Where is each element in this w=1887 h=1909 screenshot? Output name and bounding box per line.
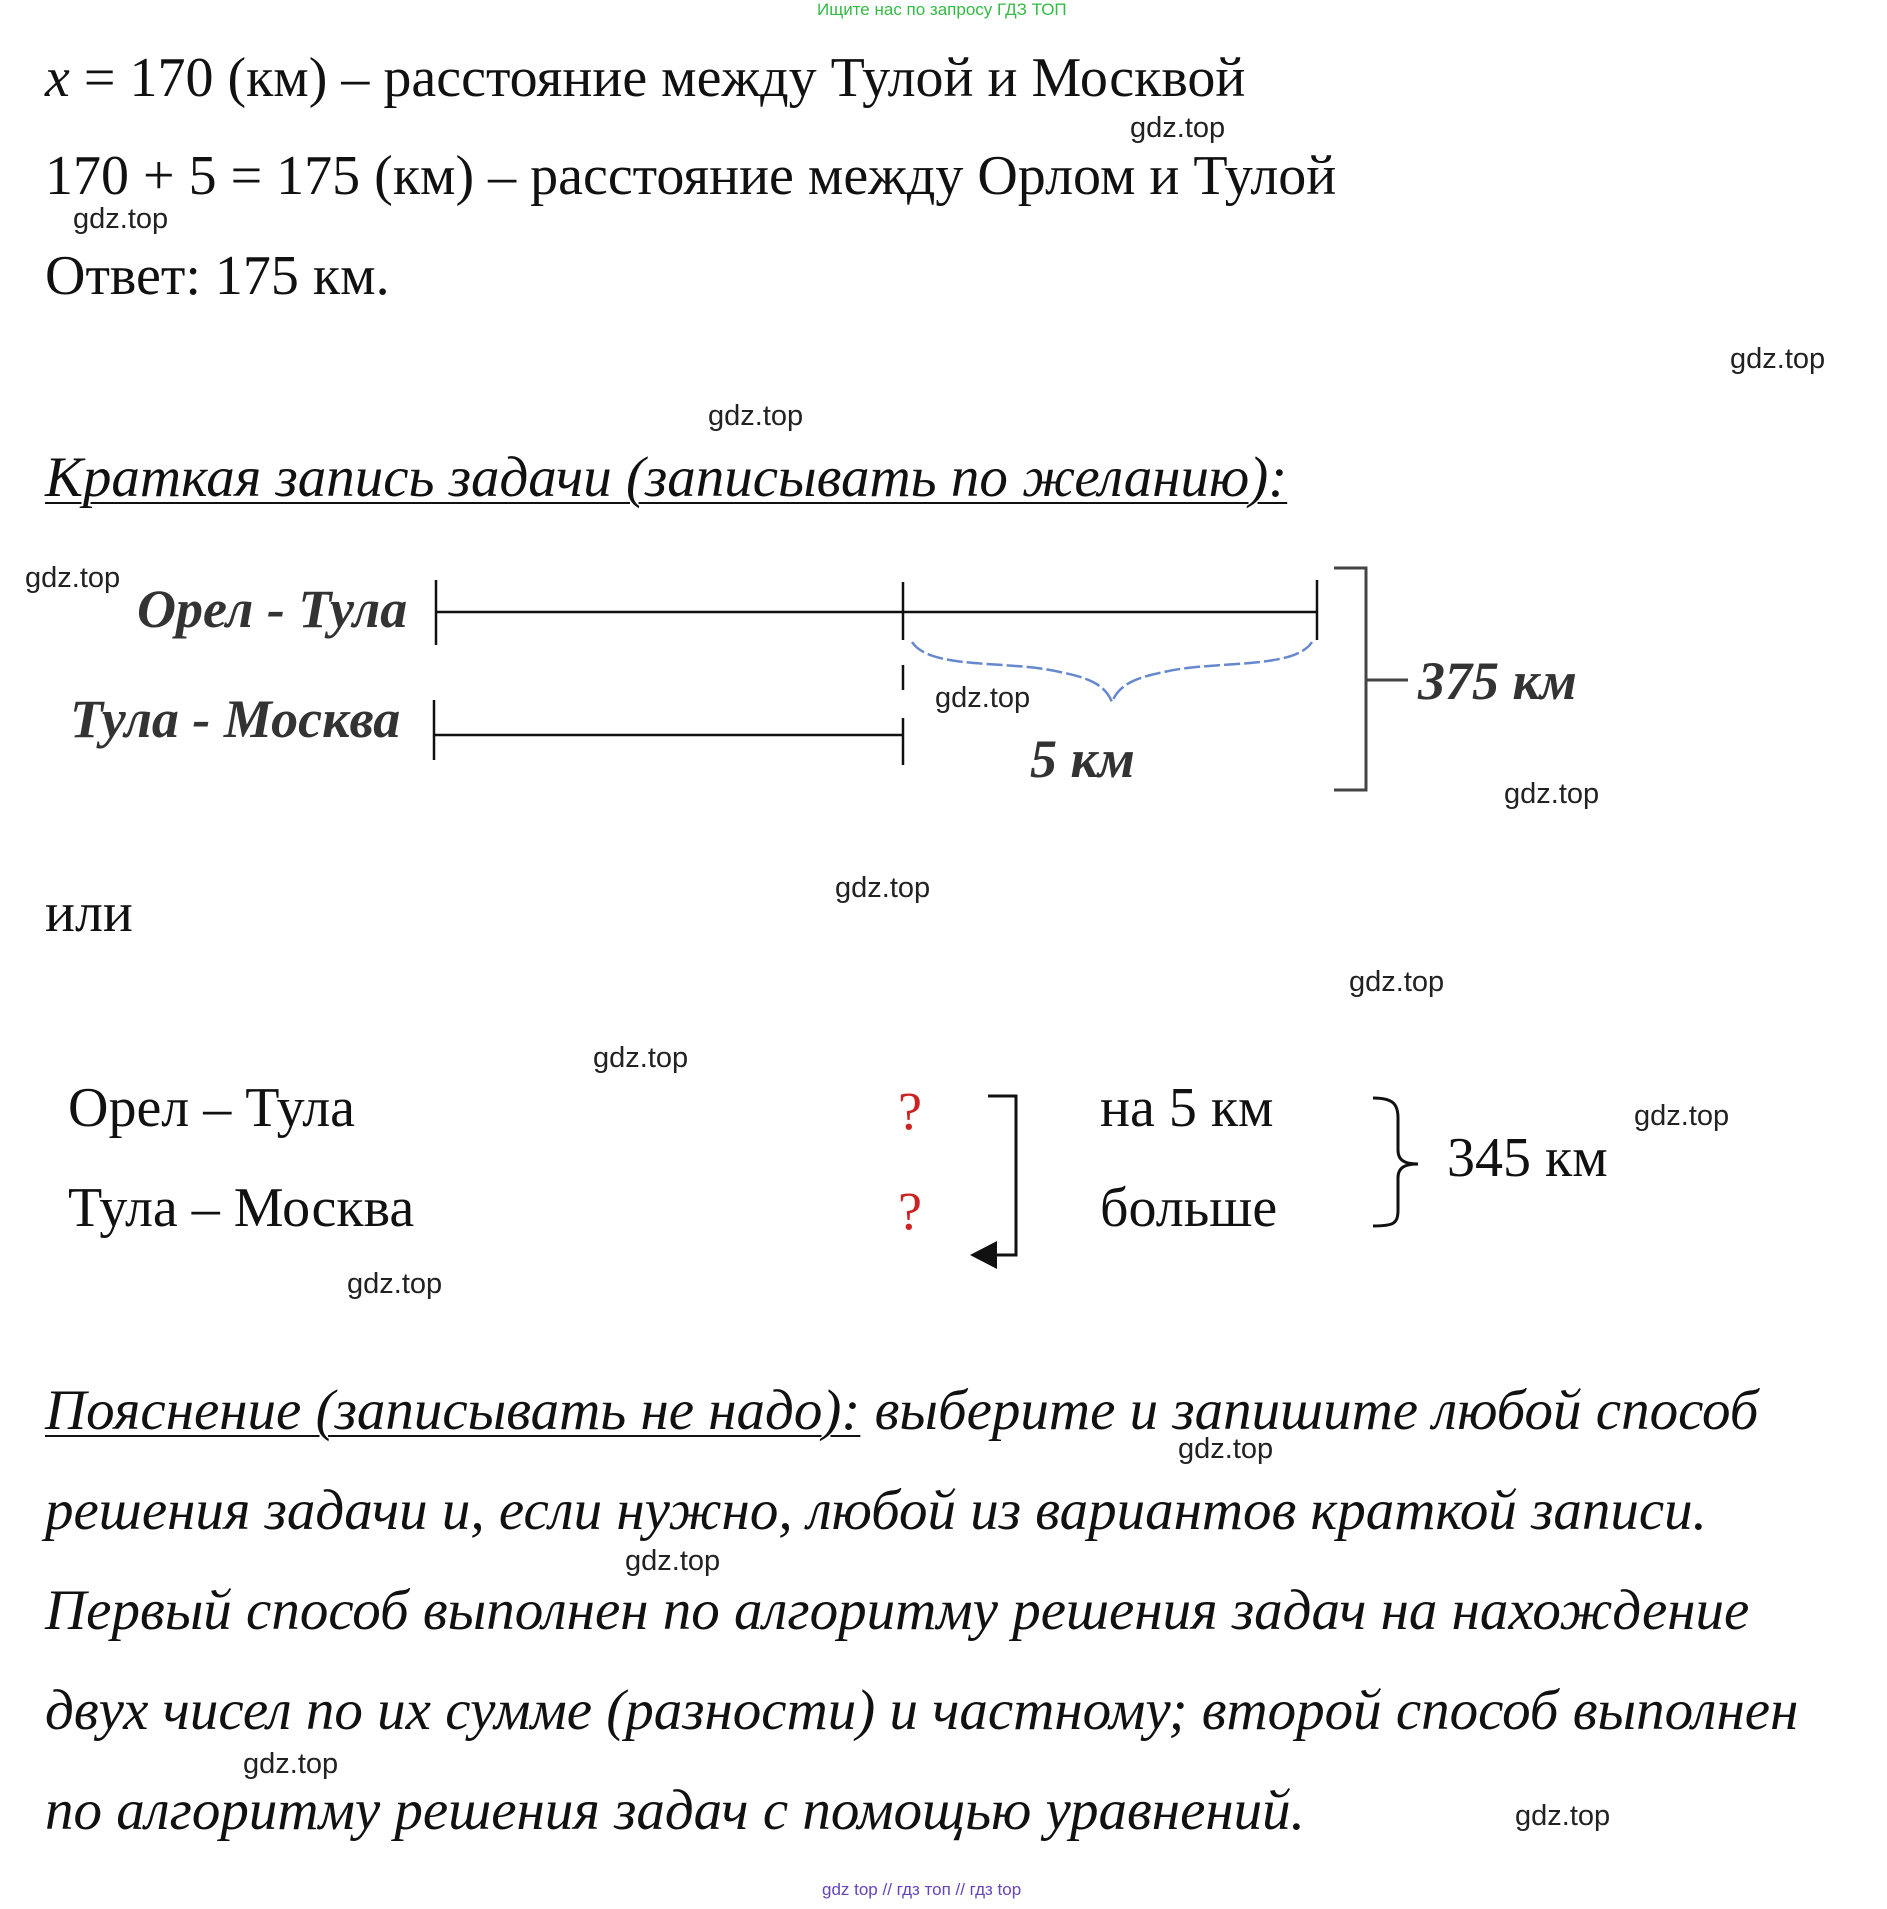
explanation-heading: Пояснение (записывать не надо):: [45, 1379, 861, 1442]
answer-label: Ответ:: [45, 245, 201, 307]
explanation-line-2: решения задачи и, если нужно, любой из вариантов краткой записи.: [45, 1479, 1707, 1542]
variable-x: x: [45, 47, 70, 109]
watermark: gdz.top: [347, 1268, 443, 1300]
watermark: gdz.top: [1178, 1433, 1274, 1465]
explanation-line-1: [45, 1378, 1758, 1443]
bottom-note: gdz top // гдз топ // гдз top: [822, 1880, 1022, 1899]
solution-line-2: 170 + 5 = 175 (км) – расстояние между Орлом и Тулой: [45, 145, 1337, 207]
short-note-heading: Краткая запись задачи (записывать по желанию):: [45, 446, 1288, 509]
explanation-line-4: двух чисел по их сумме (разности) и частному; второй способ выполнен: [45, 1679, 1799, 1742]
diagram1-route-orel-tula: Орел - Тула: [137, 579, 408, 639]
diagram1-route-tula-moskva: Тула - Москва: [70, 689, 401, 749]
comparison-arrow-line: [985, 1096, 1016, 1255]
answer-value: 175 км.: [214, 245, 390, 307]
watermark: gdz.top: [1504, 778, 1600, 810]
top-promo-note: Ищите нас по запросу ГДЗ ТОП: [817, 0, 1067, 19]
watermark: gdz.top: [708, 400, 804, 432]
watermark: gdz.top: [593, 1042, 689, 1074]
question-mark-2: ?: [898, 1181, 922, 1241]
question-mark-1: ?: [898, 1081, 922, 1141]
watermark: gdz.top: [1130, 112, 1226, 144]
watermark: gdz.top: [1634, 1100, 1730, 1132]
watermark: gdz.top: [73, 203, 169, 235]
diagram1-difference-label: 5 км: [1030, 729, 1135, 789]
total-brace: [1373, 1098, 1418, 1226]
watermark: gdz.top: [25, 562, 121, 594]
comparison-arrowhead: [970, 1241, 997, 1269]
diagram2-diff-line2: больше: [1100, 1177, 1278, 1239]
watermark: gdz.top: [1349, 966, 1445, 998]
watermark: gdz.top: [243, 1748, 339, 1780]
watermark: gdz.top: [1515, 1800, 1611, 1832]
explanation-line-3: Первый способ выполнен по алгоритму решения задач на нахождение: [45, 1579, 1750, 1642]
watermark: gdz.top: [835, 872, 931, 904]
solution-line-1-text: = 170 (км) – расстояние между Тулой и Москвой: [69, 47, 1246, 109]
watermark: gdz.top: [935, 682, 1031, 714]
diagram2-route-tula-moskva: Тула – Москва: [68, 1177, 415, 1239]
diagram2-route-orel-tula: Орел – Тула: [68, 1077, 355, 1139]
diagram1-total-label: 375 км: [1418, 651, 1577, 711]
explanation-text-1: выберите и запишите любой способ: [860, 1379, 1759, 1442]
diagram2-diff-line1: на 5 км: [1100, 1077, 1274, 1139]
or-word: или: [45, 882, 133, 944]
watermark: gdz.top: [1730, 343, 1826, 375]
explanation-line-5: по алгоритму решения задач с помощью уравнений.: [45, 1779, 1305, 1842]
total-bracket: [1334, 568, 1366, 790]
diagram2-total-label: 345 км: [1447, 1127, 1608, 1189]
watermark: gdz.top: [625, 1545, 721, 1577]
